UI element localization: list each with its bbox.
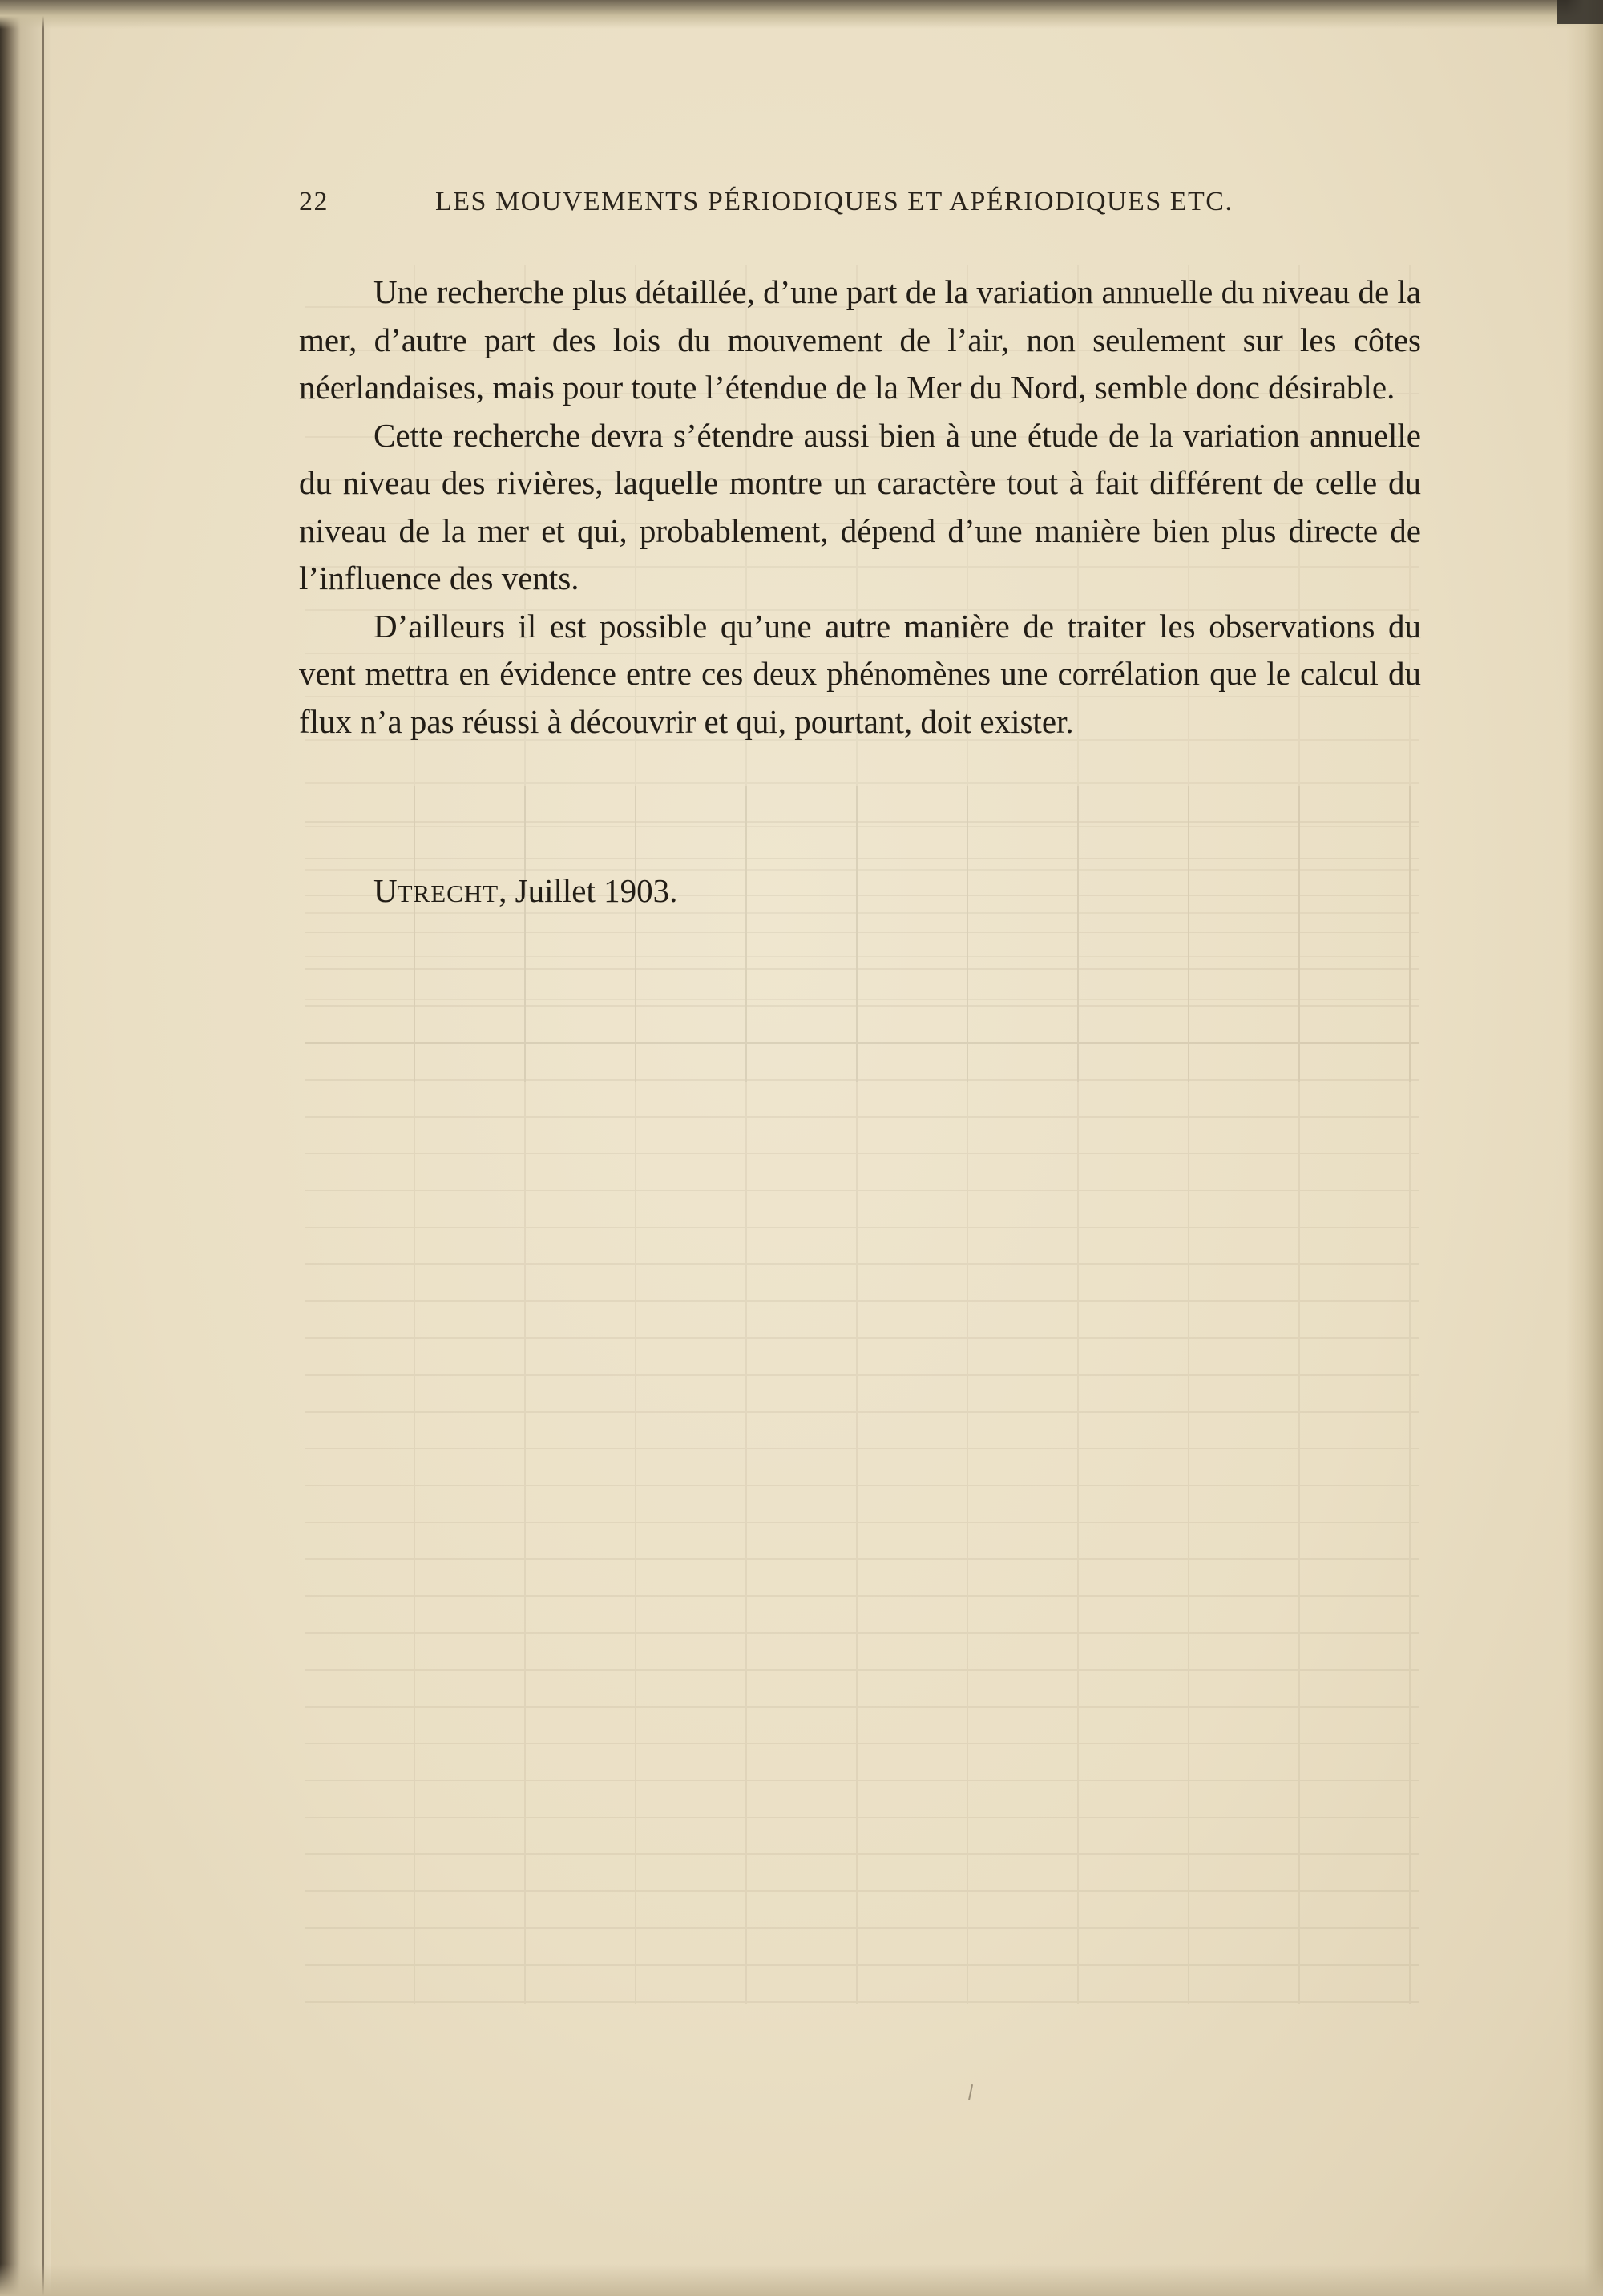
pencil-mark — [968, 2084, 973, 2100]
binding-line — [42, 0, 44, 2296]
running-head — [299, 187, 1301, 227]
place-date-signature — [373, 871, 677, 910]
corner-scan-mark — [1557, 0, 1603, 24]
right-edge-shadow — [1566, 0, 1603, 2296]
show-through-table-lower — [305, 786, 1419, 2004]
paragraph-2: Cette recherche devra s’étendre aussi bien à une étude de la variation annuelle du niveau des rivières, laquelle montre un caractère tout à fait différent de celle du niveau de la mer et qui, probablement, dépend d’une manière bien plus directe de l’influence des vents. — [299, 416, 1421, 596]
running-head-title: LES MOUVEMENTS PÉRIODIQUES ET APÉRIODIQUES ETC. — [435, 187, 1234, 216]
place-rest: TRECHT — [397, 879, 499, 907]
signature-date: , Juillet 1903. — [499, 872, 678, 909]
paragraph-1: Une recherche plus détaillée, d’une part de la variation annuelle du niveau de la mer, d’autre part des lois du mouvement de l’air, non seulement sur les côtes néerlandaises, mais pour toute l’étendue de la Mer du Nord, semble donc désirable. — [299, 273, 1421, 406]
paragraph-3: D’ailleurs il est possible qu’une autre manière de traiter les observations du vent mettra en évidence entre ces deux phénomènes une corrélation que le calcul du flux n’a pas réussi à découvrir et qui, pourtant, doit exister. — [299, 607, 1421, 740]
bottom-edge-shadow — [0, 2264, 1603, 2296]
body-text — [299, 269, 1421, 746]
top-edge-shadow — [0, 0, 1603, 29]
place-initial: U — [373, 872, 398, 909]
page-number: 22 — [299, 187, 329, 216]
